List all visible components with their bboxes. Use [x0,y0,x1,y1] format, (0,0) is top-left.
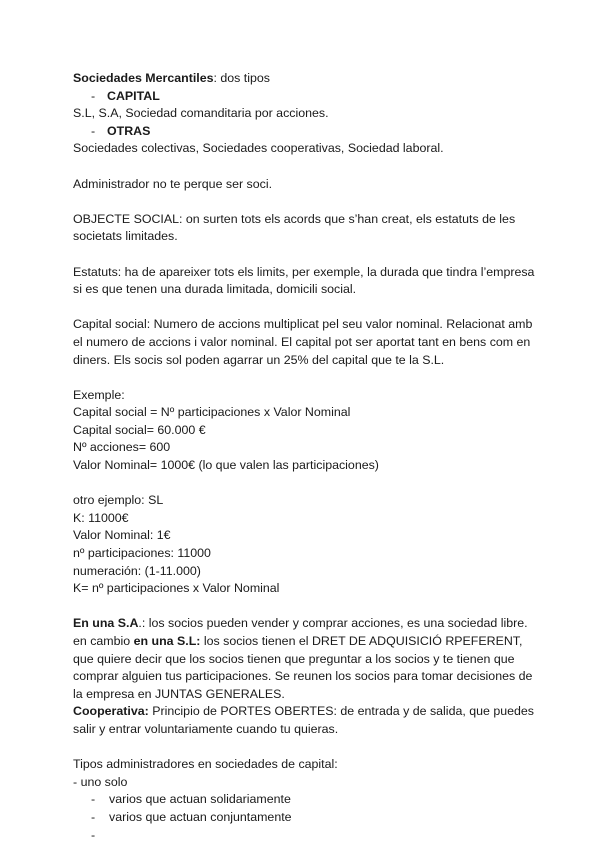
bullet-dash: - [91,809,96,824]
bullet-dash: - [91,792,96,807]
otro-line: nº participaciones: 11000 [73,546,211,561]
otro-line: numeración: (1-11.000) [73,563,201,578]
sa-line-3: que quiere decir que los socios tienen que preguntar a los socios y te tienen que [73,651,515,666]
tipos-heading: Tipos administradores en sociedades de capital: [73,757,338,772]
estatuts-line-2: si es que tenen una durada limitada, domicili social. [73,282,357,297]
blank-line [73,299,533,317]
tipos-subitem-text: varios que actuan solidariamente [109,792,291,807]
objecte-line-1: OBJECTE SOCIAL: on surten tots els acords que s’han creat, els estatuts de les [73,211,516,226]
blank-line [73,246,533,264]
capital-text: S.L, S.A, Sociedad comanditaria por acciones. [73,106,329,121]
objecte-line-2: societats limitades. [73,229,178,244]
bullet-dash: - [91,88,96,103]
capital-social-line-3: diners. Els socis sol poden agarrar un 25% del capital que te la S.L. [73,352,445,367]
tipos-item: - uno solo [73,774,128,789]
sa-line-1 [73,615,533,633]
cooperativa-line-2: salir y entrar voluntariamente cuando tu quieras. [73,721,339,736]
exemple-line: Capital social = Nº participaciones x Valor Nominal [73,405,351,420]
estatuts-line-1: Estatuts: ha de apareixer tots els limits, per exemple, la durada que tindra l’empresa [73,264,535,279]
sa-line-2 [73,633,533,651]
blank-line [73,598,533,616]
blank-line [73,739,533,757]
sociedades-title: Sociedades Mercantiles [73,71,214,85]
otro-line: K: 11000€ [73,510,129,525]
sl-label: en una S.L: [133,634,201,648]
sociedades-heading [73,70,533,88]
cooperativa-line-1 [73,703,533,721]
tipos-subitem-text: varios que actuan conjuntamente [109,809,292,824]
sa-l2-post: los socios tienen el DRET DE ADQUISICIÓ RPEFERENT, [200,634,523,648]
blank-line [73,369,533,387]
administrador-text: Administrador no te perque ser soci. [73,176,273,191]
sa-label: En una S.A [73,616,139,631]
exemple-line: Valor Nominal= 1000€ (lo que valen las participaciones) [73,458,379,473]
exemple-line: Nº acciones= 600 [73,440,171,455]
exemple-heading: Exemple: [73,387,125,402]
capital-bullet [73,88,533,106]
otro-heading: otro ejemplo: SL [73,493,164,508]
capital-social-line-1: Capital social: Numero de accions multiplicat pel seu valor nominal. Relacionat amb [73,317,533,332]
sa-line-5: la empresa en JUNTAS GENERALES. [73,686,285,701]
bullet-dash: - [91,123,96,138]
blank-line [73,193,533,211]
sa-text: .: los socios pueden vender y comprar acciones, es una sociedad libre. [138,616,528,631]
otras-label: OTRAS [107,123,151,138]
sa-line-4: comprar alguien tus participaciones. Se reunen los socios para tomar decisiones de [73,669,533,684]
blank-line [73,158,533,176]
cooperativa-label: Cooperativa: [73,704,149,719]
cooperativa-text: Principio de PORTES OBERTES: de entrada y de salida, que puedes [148,704,534,719]
capital-label: CAPITAL [107,88,160,103]
tipos-subitem [73,791,533,809]
blank-line [73,475,533,493]
otras-text: Sociedades colectivas, Sociedades cooperativas, Sociedad laboral. [73,141,444,156]
sociedades-title-rest: : dos tipos [213,71,270,85]
exemple-line: Capital social= 60.000 € [73,422,206,437]
sa-l2-pre: en cambio [73,634,134,648]
tipos-subitem [73,809,533,827]
otro-line: K= nº participaciones x Valor Nominal [73,581,280,596]
bullet-dash: - [91,827,96,842]
document-page [73,70,533,844]
otras-bullet [73,123,533,141]
capital-social-line-2: el numero de accions i valor nominal. El capital pot ser aportat tant en bens com en [73,334,531,349]
tipos-subitem-empty [73,827,533,845]
otro-line: Valor Nominal: 1€ [73,528,171,543]
